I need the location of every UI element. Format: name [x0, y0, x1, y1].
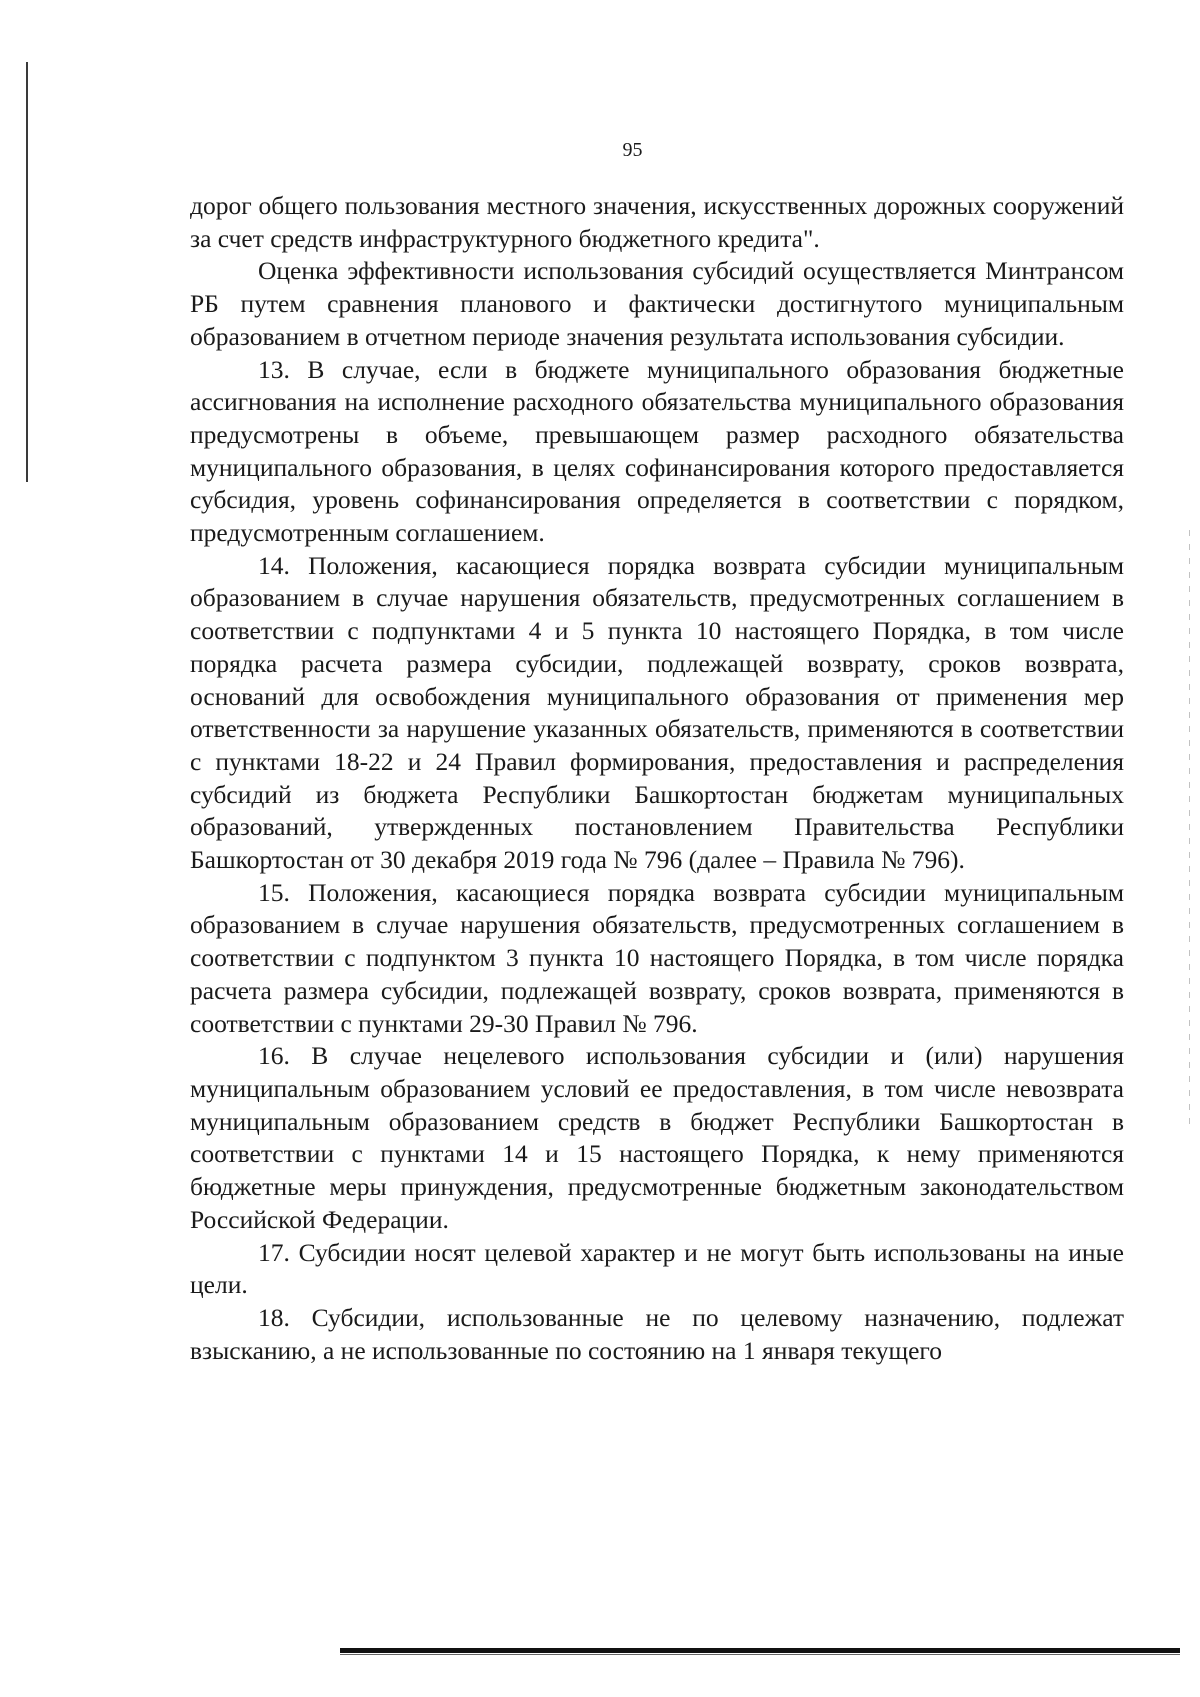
page-number: 95 — [622, 139, 643, 161]
paragraph-17: 17. Субсидии носят целевой характер и не могут быть использованы на иные цели. — [190, 1237, 1124, 1300]
paragraph-continuation: дорог общего пользования местного значения, искусственных дорожных сооружений за счет средств инфраструктурного бюджетного кредита". — [190, 191, 1124, 253]
paragraph-18: 18. Субсидии, использованные не по целевому назначению, подлежат взысканию, а не использованные по состоянию на 1 января текущего — [190, 1302, 1124, 1365]
paragraph-efficiency-assessment: Оценка эффективности использования субсидий осуществляется Минтрансом РБ путем сравнения планового и фактически достигнутого муниципальным образованием в отчетном периоде значения результата использования субсидии. — [190, 256, 1124, 351]
paragraph-14: 14. Положения, касающиеся порядка возврата субсидии муниципальным образованием в случае нарушения обязательств, предусмотренных соглашением в соответствии с подпунктами 4 и 5 пункта 10 настоящего Порядка, в том числе порядка расчета размера субсидии, подлежащей возврату, сроков возврата, оснований для освобождения муниципального образования от применения мер ответственности за нарушение указанных обязательств, применяются в соответствии с пунктами 18-22 и 24 Правил формирования, предоставления и распределения субсидий из бюджета Республики Башкортостан бюджетам муниципальных образований, утвержденных постановлением Правительства Республики Башкортостан от 30 декабря 2019 года № 796 (далее – Правила № 796). — [190, 550, 1124, 875]
scan-bottom-edge-shadow — [340, 1654, 1180, 1655]
paragraph-13: 13. В случае, если в бюджете муниципального образования бюджетные ассигнования на исполнение расходного обязательства муниципального образования предусмотрены в объеме, превышающем размер расходного обязательства муниципального образования, в целях софинансирования которого предоставляется субсидия, уровень софинансирования определяется в соответствии с порядком, предусмотренным соглашением. — [190, 354, 1124, 548]
paragraph-15: 15. Положения, касающиеся порядка возврата субсидии муниципальным образованием в случае нарушения обязательств, предусмотренных соглашением в соответствии с подпунктом 3 пункта 10 настоящего Порядка, в том числе порядка расчета размера субсидии, подлежащей возврату, сроков возврата, применяются в соответствии с пунктами 29-30 Правил № 796. — [190, 877, 1124, 1038]
scan-bottom-edge — [340, 1648, 1180, 1653]
paragraph-16: 16. В случае нецелевого использования субсидии и (или) нарушения муниципальным образованием условий ее предоставления, в том числе невозврата муниципальным образованием средств в бюджет Республики Башкортостан в соответствии с пунктами 14 и 15 настоящего Порядка, к нему применяются бюджетные меры принуждения, предусмотренные бюджетным законодательством Российской Федерации. — [190, 1041, 1124, 1234]
document-body — [190, 190, 1124, 1367]
scan-edge-right — [1189, 530, 1190, 1130]
scan-edge-left — [26, 62, 28, 482]
